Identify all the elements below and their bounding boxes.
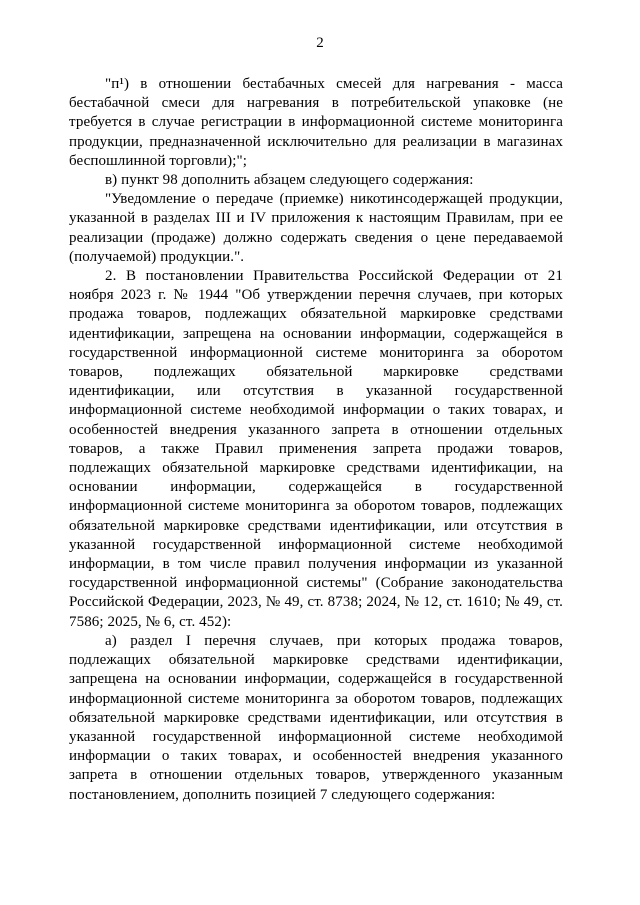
paragraph: 2. В постановлении Правительства Российской Федерации от 21 ноября 2023 г. № 1944 "Об утверждении перечня случаев, при которых продажа товаров, подлежащих обязательной маркировке средствами идентификации, запрещена на основании информации, содержащейся в государственной информационной системе мониторинга за оборотом товаров, подлежащих обязательной маркировке средствами идентификации, или отсутствия в указанной государственной информационной системе необходимой информации о таких товарах, и особенностей внедрения указанного запрета в отношении отдельных товаров, а также Правил применения запрета продажи товаров, подлежащих обязательной маркировке средствами идентификации, на основании информации, содержащейся в государственной информационной системе мониторинга за оборотом товаров, подлежащих обязательной маркировке средствами идентификации, или отсутствия в указанной государственной информационной системе необходимой информации, в том числе правил получения информации из указанной государственной информационной системы" (Собрание законодательства Российской Федерации, 2023, № 49, ст. 8738; 2024, № 12, ст. 1610; № 49, ст. 7586; 2025, № 6, ст. 452): — [69, 268, 563, 630]
paragraph: "Уведомление о передаче (приемке) никотинсодержащей продукции, указанной в разделах III и IV приложения к настоящим Правилам, при ее реализации (продаже) должно содержать сведения о цене передаваемой (получаемой) продукции.". — [69, 191, 563, 265]
page-number: 2 — [316, 35, 324, 51]
paragraph: а) раздел I перечня случаев, при которых продажа товаров, подлежащих обязательной маркировке средствами идентификации, запрещена на основании информации, содержащейся в государственной информационной системе мониторинга за оборотом товаров, подлежащих обязательной маркировке средствами идентификации, или отсутствия в указанной государственной информационной системе необходимой информации о таких товарах, и особенностей внедрения указанного запрета в отношении отдельных товаров, утвержденного указанным постановлением, дополнить позицией 7 следующего содержания: — [69, 632, 563, 803]
document-body — [69, 75, 563, 805]
paragraph: в) пункт 98 дополнить абзацем следующего содержания: — [105, 172, 474, 189]
paragraph: "п¹) в отношении бестабачных смесей для нагревания - масса бестабачной смеси для нагревания в потребительской упаковке (не требуется в случае регистрации в информационной системе мониторинга продукции, предназначенной исключительно для реализации в магазинах беспошлинной торговли);"; — [69, 76, 563, 169]
